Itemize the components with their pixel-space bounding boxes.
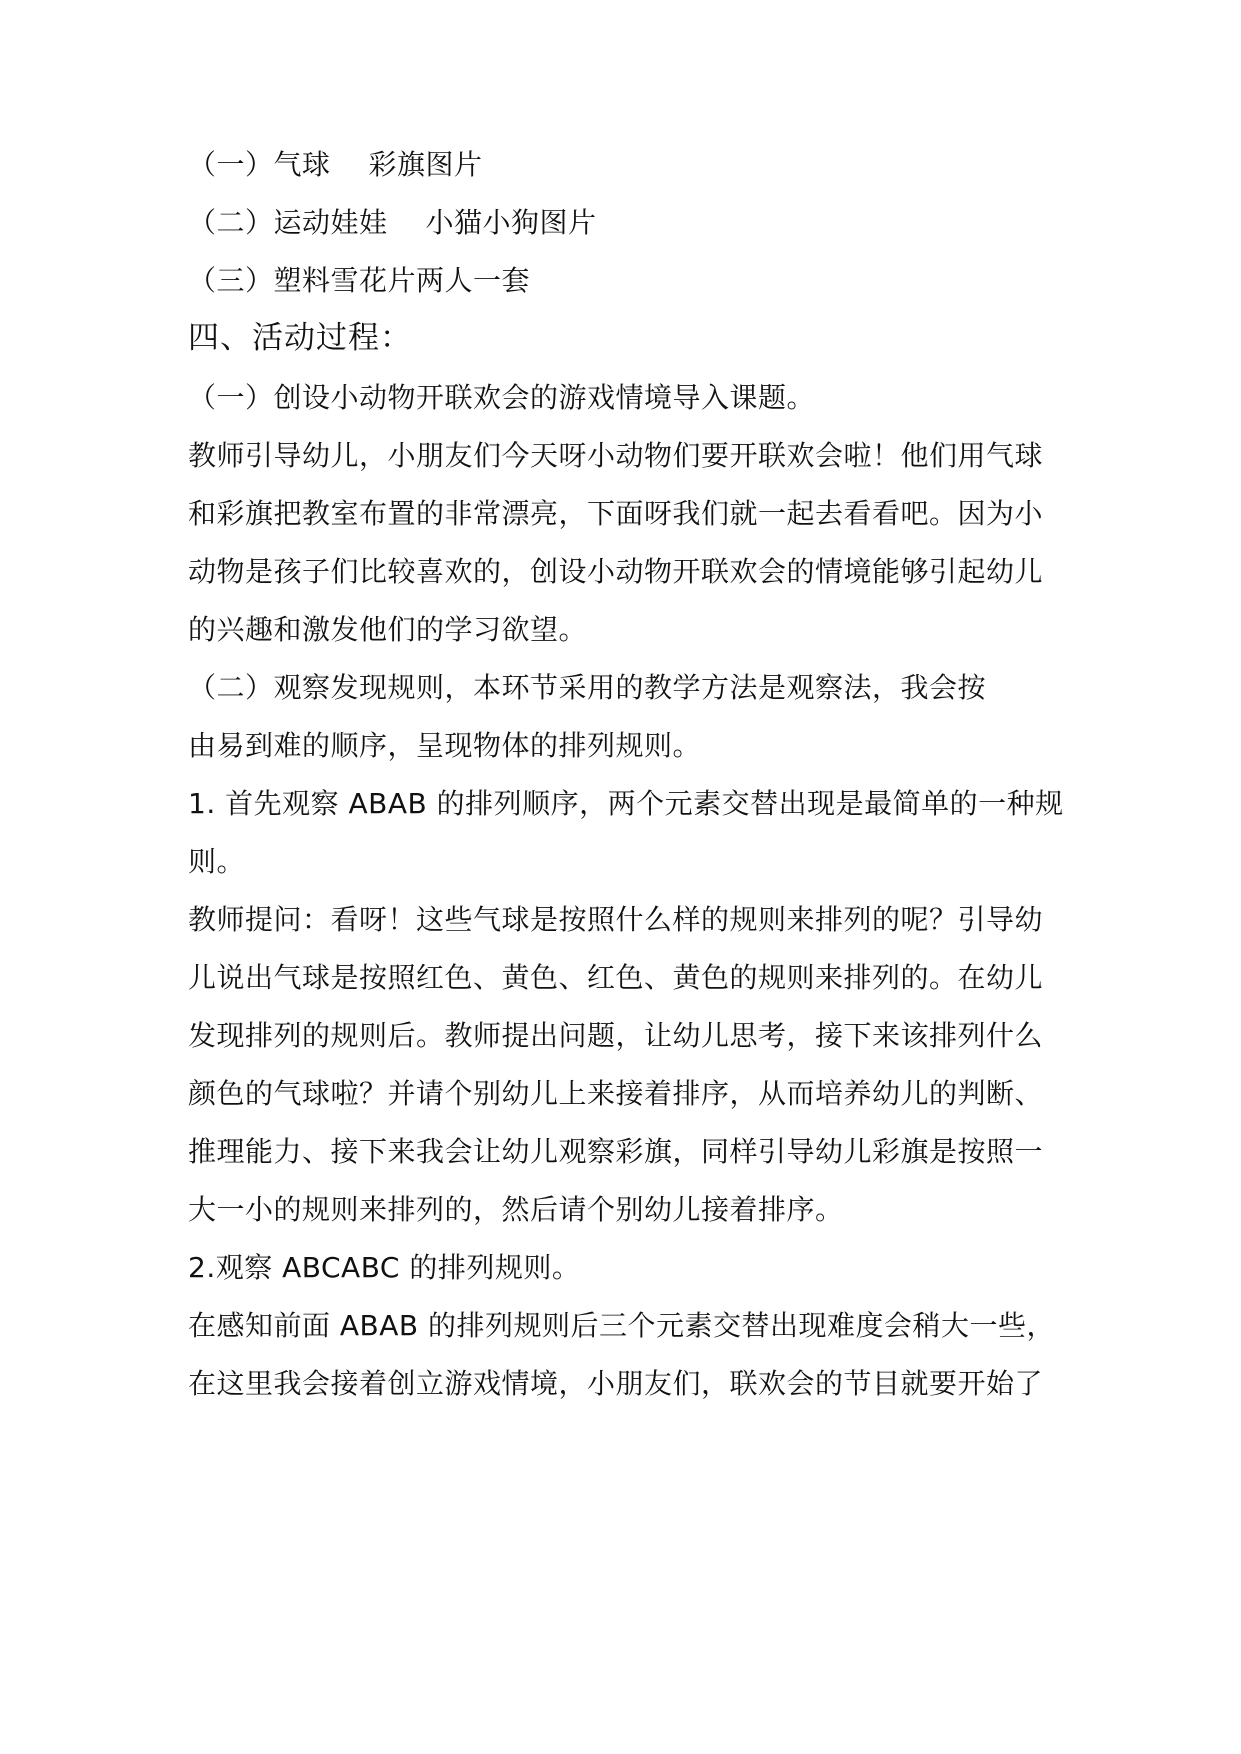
material-item-2	[188, 203, 597, 243]
step1-para-line-3: 动物是孩子们比较喜欢的，创设小动物开联欢会的情境能够引起幼儿	[188, 555, 1044, 588]
material-item-3-text: 塑料雪花片两人一套	[273, 264, 531, 297]
material-item-1-prefix: （一）	[188, 148, 274, 181]
step2-para1-line-2: 儿说出气球是按照红色、黄色、红色、黄色的规则来排列的。在幼儿	[188, 961, 1044, 994]
step2-para1-line-4: 颜色的气球啦？并请个别幼儿上来接着排序，从而培养幼儿的判断、	[188, 1077, 1044, 1110]
step2-para1-line-6: 大一小的规则来排列的，然后请个别幼儿接着排序。	[188, 1193, 844, 1226]
material-item-1	[188, 145, 483, 185]
material-item-2-prefix: （二）	[188, 206, 274, 239]
step2-para1-line-1: 教师提问：看呀！这些气球是按照什么样的规则来排列的呢？引导幼	[188, 903, 1044, 936]
step2-title-line-2: 由易到难的顺序，呈现物体的排列规则。	[188, 729, 702, 762]
material-item-1-text-a: 气球	[273, 148, 331, 181]
step1-para-line-1: 教师引导幼儿，小朋友们今天呀小动物们要开联欢会啦！他们用气球	[188, 439, 1044, 472]
section-heading: 四、活动过程：	[188, 320, 412, 356]
material-item-3-prefix: （三）	[188, 264, 274, 297]
step2-title-line-1: （二）观察发现规则，本环节采用的教学方法是观察法，我会按	[188, 671, 987, 704]
material-item-2-text-a: 运动娃娃	[273, 206, 388, 239]
step2-sub1-line-1: 1. 首先观察 ABAB 的排列顺序，两个元素交替出现是最简单的一种规	[188, 787, 1064, 820]
material-item-1-text-b: 彩旗图片	[368, 148, 483, 181]
step2-para1-line-5: 推理能力、接下来我会让幼儿观察彩旗，同样引导幼儿彩旗是按照一	[188, 1135, 1044, 1168]
material-item-3	[188, 261, 530, 301]
material-item-2-text-b: 小猫小狗图片	[425, 206, 597, 239]
step2-para1-line-3: 发现排列的规则后。教师提出问题，让幼儿思考，接下来该排列什么	[188, 1019, 1044, 1052]
step2-para2-line-2: 在这里我会接着创立游戏情境，小朋友们，联欢会的节目就要开始了	[188, 1367, 1044, 1400]
step2-sub1-line-2: 则。	[188, 845, 246, 878]
step1-para-line-2: 和彩旗把教室布置的非常漂亮，下面呀我们就一起去看看吧。因为小	[188, 497, 1044, 530]
step2-sub2: 2.观察 ABCABC 的排列规则。	[188, 1251, 581, 1284]
step1-para-line-4: 的兴趣和激发他们的学习欲望。	[188, 613, 588, 646]
step1-title: （一）创设小动物开联欢会的游戏情境导入课题。	[188, 381, 816, 414]
step2-para2-line-1: 在感知前面 ABAB 的排列规则后三个元素交替出现难度会稍大一些，	[188, 1309, 1056, 1342]
